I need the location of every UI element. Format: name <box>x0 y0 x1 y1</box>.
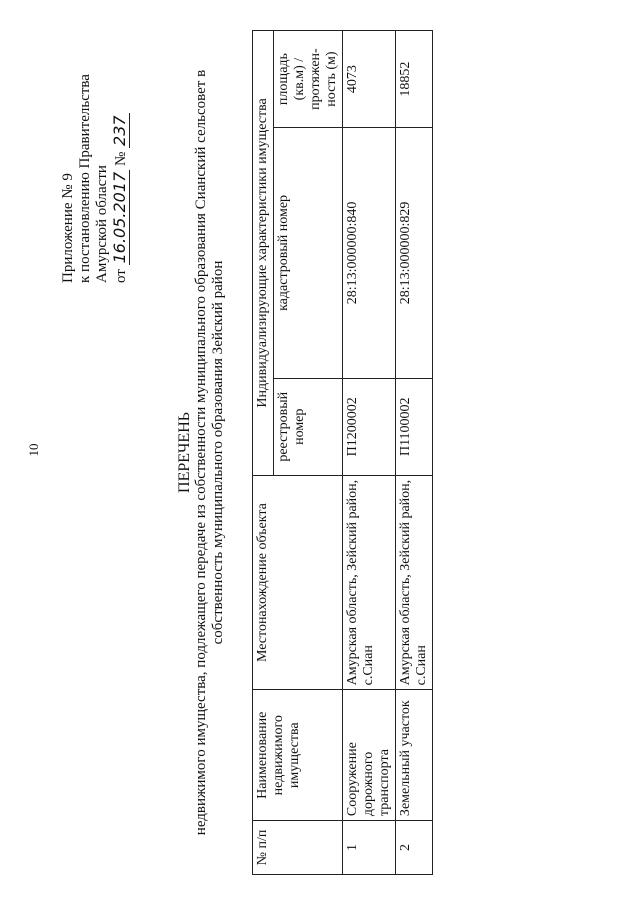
handwritten-date: 16.05.2017 <box>110 171 129 264</box>
header-cadastral: кадастровый номер <box>274 128 343 379</box>
header-num: № п/п <box>253 821 343 875</box>
cell-registry: П1100002 <box>396 378 433 475</box>
handwritten-number: 237 <box>110 115 129 146</box>
title-heading: ПЕРЕЧЕНЬ <box>176 412 193 493</box>
header-registry: реестровый номер <box>274 378 343 475</box>
table-row <box>396 31 433 875</box>
header-location: Местонахождение объекта <box>253 475 343 690</box>
cell-registry: П1200002 <box>343 378 396 475</box>
page-number: 10 <box>26 443 41 457</box>
cell-cadastral: 28:13:000000:829 <box>396 128 433 379</box>
cell-name: Сооружение дорожного транспорта <box>343 690 396 821</box>
cell-num: 1 <box>343 821 396 875</box>
property-table <box>252 30 433 875</box>
header-characteristics: Индивидуализирующие характеристики имущества <box>253 31 274 476</box>
cell-cadastral: 28:13:000000:840 <box>343 128 396 379</box>
appendix-line-1: Приложение № 9 <box>60 173 76 283</box>
number-prefix: № <box>113 151 129 167</box>
cell-area: 4073 <box>343 31 396 128</box>
cell-name: Земельный участок <box>396 690 433 821</box>
title-line-2: собственность муниципального образования Зейский район <box>210 260 226 645</box>
document-title <box>176 30 227 875</box>
header-name: Наименование недвижимого имущества <box>253 690 343 821</box>
header-area: площадь (кв.м) / протяжен-ность (м) <box>274 31 343 128</box>
cell-area: 18852 <box>396 31 433 128</box>
cell-location: Амурская область, Зейский район, с.Сиан <box>343 475 396 690</box>
appendix-line-2: к постановлению Правительства <box>77 74 93 283</box>
appendix-block <box>60 33 130 283</box>
table-row <box>343 31 396 875</box>
cell-location: Амурская область, Зейский район, с.Сиан <box>396 475 433 690</box>
date-prefix: от <box>113 269 129 283</box>
cell-num: 2 <box>396 821 433 875</box>
appendix-date-line <box>111 33 130 283</box>
title-line-1: недвижимого имущества, подлежащего передаче из собственности муниципального образования Сианский сельсовет в <box>193 69 209 836</box>
appendix-line-3: Амурской области <box>94 165 110 283</box>
